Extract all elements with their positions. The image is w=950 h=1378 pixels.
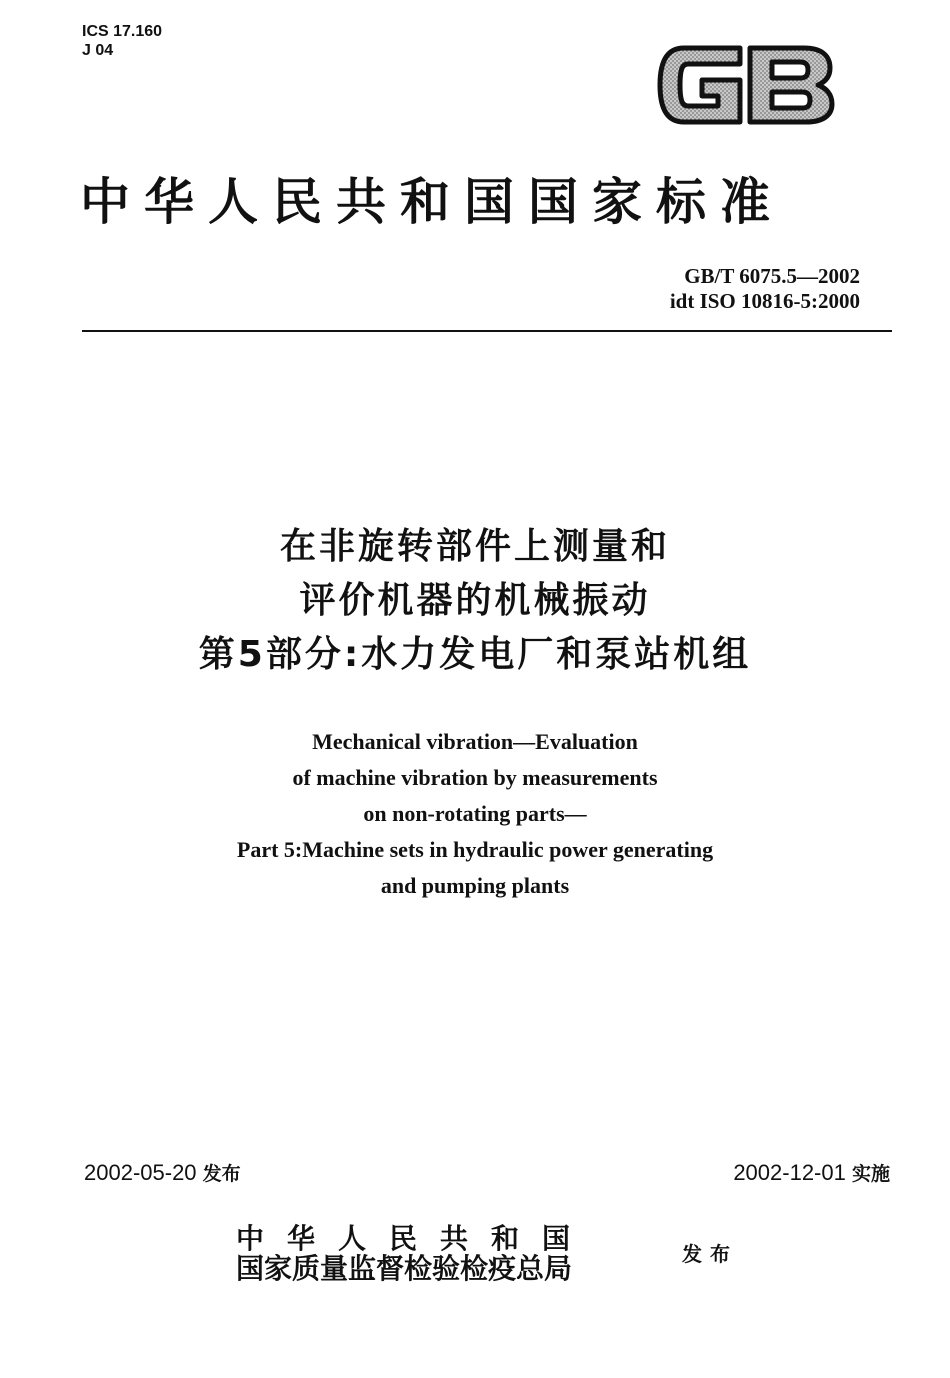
ics-code: ICS 17.160 bbox=[82, 23, 163, 40]
issue-label: 发布 bbox=[202, 1163, 241, 1185]
issuer-block bbox=[236, 1224, 593, 1284]
standard-number-block bbox=[670, 264, 860, 314]
chinese-title-line-1: 在非旋转部件上测量和 bbox=[279, 526, 670, 567]
ccs-code: J 04 bbox=[82, 42, 114, 59]
english-title-line-4: Part 5:Machine sets in hydraulic power generating bbox=[236, 837, 714, 862]
iso-equivalence: idt ISO 10816-5:2000 bbox=[669, 289, 860, 313]
issuer-line-2: 国家质量监督检验检疫总局 bbox=[236, 1252, 573, 1285]
header-divider bbox=[82, 330, 892, 332]
chinese-title-line-2: 评价机器的机械振动 bbox=[299, 580, 651, 621]
english-title bbox=[0, 724, 950, 904]
national-standard-title: 中华人民共和国国家标准 bbox=[80, 172, 784, 231]
issue-date-block bbox=[84, 1158, 241, 1189]
implement-date-block bbox=[733, 1158, 890, 1189]
gb-logo-icon bbox=[654, 38, 836, 132]
implement-date: 2002-12-01 bbox=[733, 1160, 846, 1185]
english-title-line-5: and pumping plants bbox=[380, 873, 570, 898]
standard-number: GB/T 6075.5—2002 bbox=[684, 264, 860, 288]
issuer-line-1: 中华人民共和国 bbox=[236, 1222, 594, 1255]
english-title-line-2: of machine vibration by measurements bbox=[292, 765, 658, 790]
english-title-line-1: Mechanical vibration—Evaluation bbox=[312, 729, 638, 754]
chinese-title bbox=[0, 520, 950, 682]
issue-date: 2002-05-20 bbox=[84, 1160, 197, 1185]
publish-label: 发布 bbox=[682, 1242, 738, 1266]
classification-codes bbox=[82, 22, 162, 60]
english-title-line-3: on non-rotating parts— bbox=[363, 801, 587, 826]
implement-label: 实施 bbox=[851, 1163, 890, 1185]
chinese-title-line-3: 第5部分:水力发电厂和泵站机组 bbox=[198, 634, 752, 675]
